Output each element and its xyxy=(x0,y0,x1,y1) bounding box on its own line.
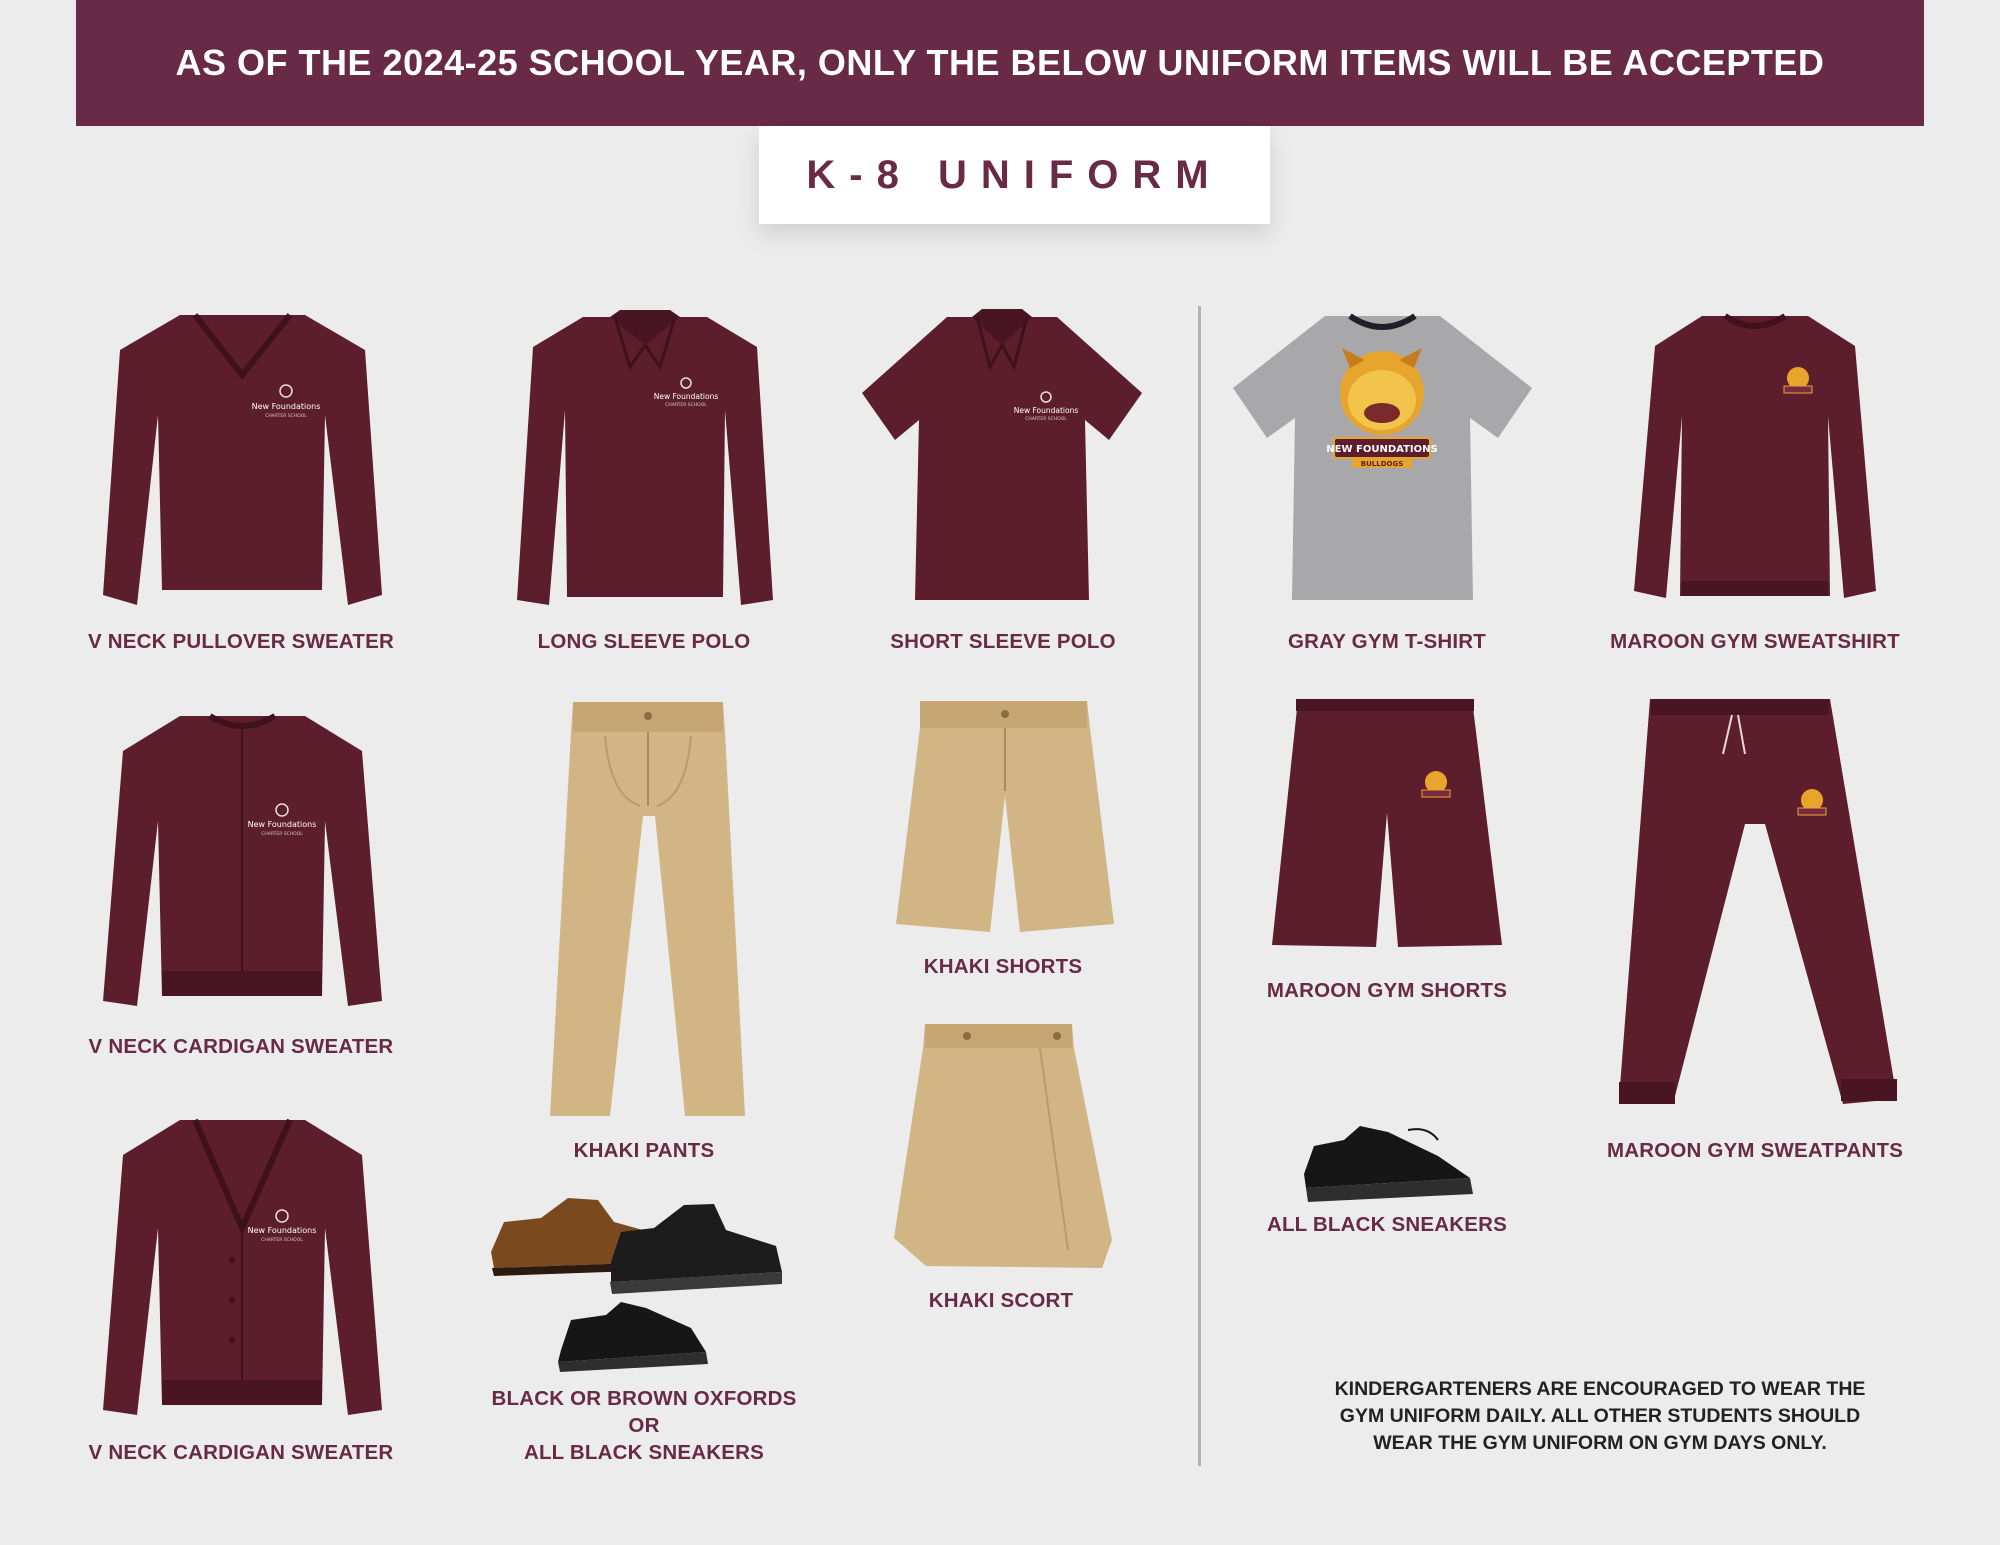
svg-text:New Foundations: New Foundations xyxy=(1013,406,1079,415)
svg-text:CHARTER SCHOOL: CHARTER SCHOOL xyxy=(261,1238,303,1243)
khaki-shorts-label: KHAKI SHORTS xyxy=(923,955,1083,978)
short-sleeve-polo-label: SHORT SLEEVE POLO xyxy=(890,630,1116,653)
oxfords-label xyxy=(464,1385,824,1466)
black-sneakers-label: ALL BLACK SNEAKERS xyxy=(1266,1213,1508,1236)
khaki-pants-label: KHAKI PANTS xyxy=(573,1139,715,1162)
v-neck-cardigan-2-image xyxy=(100,1110,385,1415)
oxfords-label-line3: ALL BLACK SNEAKERS xyxy=(523,1441,765,1464)
short-sleeve-polo-image xyxy=(857,305,1147,605)
column-divider xyxy=(1198,306,1201,1466)
long-sleeve-polo-label: LONG SLEEVE POLO xyxy=(537,630,751,653)
gray-gym-tshirt-label: GRAY GYM T-SHIRT xyxy=(1288,630,1486,653)
maroon-gym-sweatshirt-label: MAROON GYM SWEATSHIRT xyxy=(1610,630,1900,653)
maroon-gym-sweatshirt-image xyxy=(1630,306,1880,606)
kindergarten-note xyxy=(1260,1376,1940,1457)
v-neck-cardigan-2-label: V NECK CARDIGAN SWEATER xyxy=(88,1441,394,1464)
long-sleeve-polo-image xyxy=(515,305,775,610)
black-sneakers-image xyxy=(1298,1118,1478,1206)
section-title: K-8 UNIFORM xyxy=(806,152,1223,197)
svg-text:CHARTER SCHOOL: CHARTER SCHOOL xyxy=(265,414,307,419)
svg-text:New Foundations: New Foundations xyxy=(247,1226,317,1235)
svg-text:New Foundations: New Foundations xyxy=(653,392,719,401)
oxfords-label-line1: BLACK OR BROWN OXFORDS xyxy=(491,1387,797,1410)
maroon-gym-shorts-image xyxy=(1270,695,1505,950)
oxfords-image xyxy=(486,1190,786,1380)
maroon-gym-sweatpants-label: MAROON GYM SWEATPANTS xyxy=(1606,1139,1904,1162)
khaki-pants-image xyxy=(545,696,750,1121)
khaki-scort-image xyxy=(890,1020,1115,1270)
svg-text:CHARTER SCHOOL: CHARTER SCHOOL xyxy=(665,403,707,408)
khaki-scort-label: KHAKI SCORT xyxy=(928,1289,1074,1312)
oxfords-label-line2: OR xyxy=(628,1414,660,1437)
v-neck-cardigan-1-label: V NECK CARDIGAN SWEATER xyxy=(88,1035,394,1058)
v-neck-pullover-label: V NECK PULLOVER SWEATER xyxy=(87,630,395,653)
svg-text:New Foundations: New Foundations xyxy=(251,402,321,411)
maroon-gym-sweatpants-image xyxy=(1615,694,1900,1109)
svg-text:NEW FOUNDATIONS: NEW FOUNDATIONS xyxy=(1326,444,1438,455)
note-line3: WEAR THE GYM UNIFORM ON GYM DAYS ONLY. xyxy=(1373,1432,1827,1454)
v-neck-pullover-image xyxy=(100,305,385,610)
svg-text:BULLDOGS: BULLDOGS xyxy=(1360,460,1404,468)
khaki-shorts-image xyxy=(892,696,1117,936)
svg-text:CHARTER SCHOOL: CHARTER SCHOOL xyxy=(1025,417,1067,422)
maroon-gym-shorts-label: MAROON GYM SHORTS xyxy=(1266,979,1508,1002)
svg-text:New Foundations: New Foundations xyxy=(247,820,317,829)
v-neck-cardigan-1-image xyxy=(100,706,385,1011)
header-banner xyxy=(76,0,1924,126)
note-line1: KINDERGARTENERS ARE ENCOURAGED TO WEAR THE xyxy=(1334,1378,1866,1400)
note-line2: GYM UNIFORM DAILY. ALL OTHER STUDENTS SHOULD xyxy=(1339,1405,1861,1427)
svg-text:CHARTER SCHOOL: CHARTER SCHOOL xyxy=(261,832,303,837)
banner-text: AS OF THE 2024-25 SCHOOL YEAR, ONLY THE BELOW UNIFORM ITEMS WILL BE ACCEPTED xyxy=(175,42,1825,83)
gray-gym-tshirt-image xyxy=(1230,308,1535,603)
section-title-box xyxy=(759,126,1270,224)
